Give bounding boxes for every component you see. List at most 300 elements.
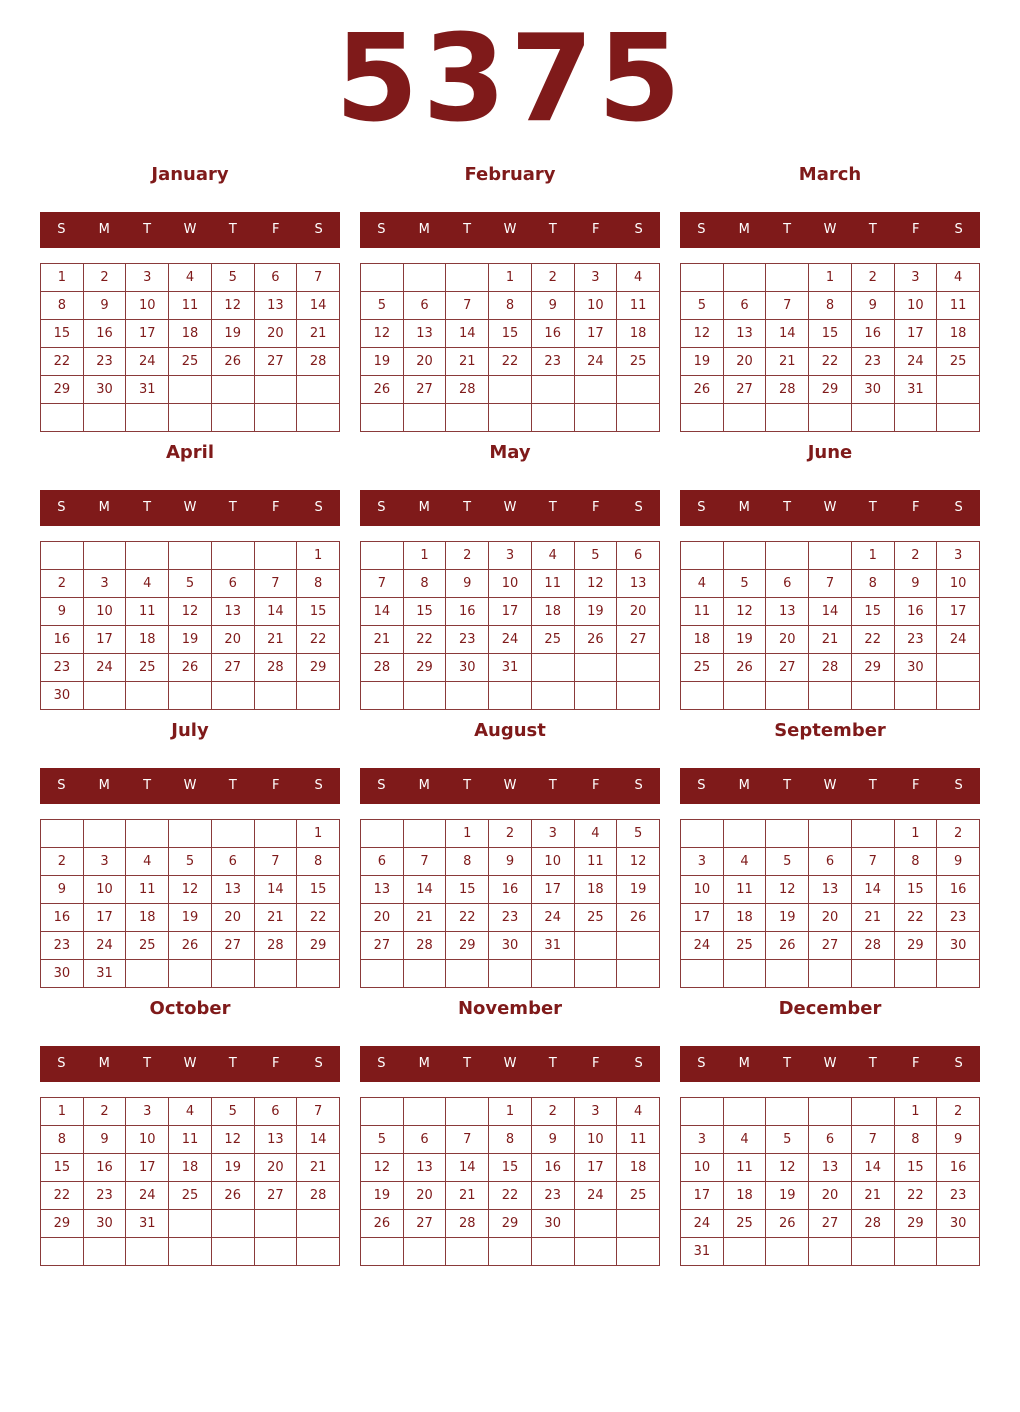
month-name: September xyxy=(774,720,886,741)
empty-day-cell xyxy=(809,820,852,848)
day-cell: 20 xyxy=(212,904,255,932)
day-cell: 10 xyxy=(489,570,532,598)
day-cell: 6 xyxy=(212,848,255,876)
day-cell: 13 xyxy=(404,1154,447,1182)
day-cell: 5 xyxy=(617,820,660,848)
weekday-label: T xyxy=(463,1056,472,1071)
day-cell: 21 xyxy=(255,904,298,932)
weekday-label: M xyxy=(738,500,750,515)
day-cell: 26 xyxy=(766,1210,809,1238)
day-cell: 8 xyxy=(489,1126,532,1154)
empty-day-cell xyxy=(617,376,660,404)
empty-day-cell xyxy=(212,820,255,848)
day-cell: 25 xyxy=(617,348,660,376)
day-cell: 21 xyxy=(809,626,852,654)
day-cell: 28 xyxy=(852,1210,895,1238)
day-cell: 11 xyxy=(681,598,724,626)
day-cell: 7 xyxy=(297,264,340,292)
day-cell: 7 xyxy=(361,570,404,598)
day-cell: 9 xyxy=(937,1126,980,1154)
day-cell: 25 xyxy=(169,348,212,376)
day-cell: 24 xyxy=(895,348,938,376)
empty-day-cell xyxy=(724,960,767,988)
day-cell: 16 xyxy=(489,876,532,904)
empty-day-cell xyxy=(126,820,169,848)
weekday-header xyxy=(680,1046,980,1082)
weekday-label: S xyxy=(954,778,963,793)
day-cell: 20 xyxy=(255,320,298,348)
day-cell: 4 xyxy=(169,264,212,292)
empty-day-cell xyxy=(681,404,724,432)
empty-day-cell xyxy=(617,932,660,960)
day-cell: 5 xyxy=(169,848,212,876)
day-cell: 31 xyxy=(489,654,532,682)
day-cell: 17 xyxy=(681,1182,724,1210)
calendar-year-title: 5375 xyxy=(335,10,685,149)
day-cell: 17 xyxy=(84,904,127,932)
day-cell: 29 xyxy=(41,1210,84,1238)
day-cell: 26 xyxy=(212,348,255,376)
day-cell: 1 xyxy=(446,820,489,848)
empty-day-cell xyxy=(404,1238,447,1266)
empty-day-cell xyxy=(681,542,724,570)
weekday-label: T xyxy=(228,778,237,793)
day-cell: 6 xyxy=(404,292,447,320)
day-cell: 30 xyxy=(937,932,980,960)
day-cell: 16 xyxy=(446,598,489,626)
day-cell: 7 xyxy=(255,570,298,598)
empty-day-cell xyxy=(724,404,767,432)
day-cell: 2 xyxy=(937,1098,980,1126)
day-cell: 19 xyxy=(361,1182,404,1210)
empty-day-cell xyxy=(297,1210,340,1238)
empty-day-cell xyxy=(84,404,127,432)
day-cell: 9 xyxy=(489,848,532,876)
empty-day-cell xyxy=(404,682,447,710)
empty-day-cell xyxy=(41,542,84,570)
empty-day-cell xyxy=(41,1238,84,1266)
day-cell: 15 xyxy=(41,320,84,348)
day-cell: 22 xyxy=(852,626,895,654)
day-cell: 12 xyxy=(169,598,212,626)
weekday-label: S xyxy=(634,778,643,793)
day-cell: 20 xyxy=(809,1182,852,1210)
day-cell: 11 xyxy=(724,1154,767,1182)
day-cell: 17 xyxy=(681,904,724,932)
weekday-label: S xyxy=(314,500,323,515)
weekday-label: S xyxy=(57,1056,66,1071)
empty-day-cell xyxy=(937,960,980,988)
day-cell: 23 xyxy=(489,904,532,932)
day-cell: 27 xyxy=(617,626,660,654)
day-cell: 17 xyxy=(84,626,127,654)
day-cell: 13 xyxy=(212,598,255,626)
day-cell: 30 xyxy=(41,682,84,710)
day-cell: 10 xyxy=(681,1154,724,1182)
day-grid xyxy=(40,263,340,432)
day-cell: 24 xyxy=(84,654,127,682)
day-cell: 21 xyxy=(297,320,340,348)
day-cell: 26 xyxy=(169,654,212,682)
empty-day-cell xyxy=(532,960,575,988)
day-cell: 20 xyxy=(255,1154,298,1182)
day-cell: 16 xyxy=(84,1154,127,1182)
weekday-label: S xyxy=(697,500,706,515)
day-cell: 10 xyxy=(575,1126,618,1154)
day-cell: 7 xyxy=(297,1098,340,1126)
day-cell: 8 xyxy=(404,570,447,598)
empty-day-cell xyxy=(361,404,404,432)
day-cell: 18 xyxy=(169,320,212,348)
day-cell: 1 xyxy=(489,264,532,292)
empty-day-cell xyxy=(255,682,298,710)
day-cell: 27 xyxy=(404,376,447,404)
day-cell: 8 xyxy=(489,292,532,320)
empty-day-cell xyxy=(937,654,980,682)
empty-day-cell xyxy=(575,376,618,404)
day-cell: 15 xyxy=(404,598,447,626)
day-cell: 14 xyxy=(852,1154,895,1182)
weekday-header xyxy=(360,768,660,804)
day-cell: 27 xyxy=(212,932,255,960)
empty-day-cell xyxy=(724,542,767,570)
day-cell: 4 xyxy=(169,1098,212,1126)
empty-day-cell xyxy=(724,264,767,292)
day-cell: 22 xyxy=(297,904,340,932)
day-cell: 10 xyxy=(126,1126,169,1154)
empty-day-cell xyxy=(126,960,169,988)
weekday-label: S xyxy=(634,1056,643,1071)
empty-day-cell xyxy=(84,542,127,570)
empty-day-cell xyxy=(766,264,809,292)
empty-day-cell xyxy=(255,1238,298,1266)
day-cell: 2 xyxy=(532,264,575,292)
day-cell: 27 xyxy=(809,1210,852,1238)
day-cell: 31 xyxy=(126,376,169,404)
weekday-label: T xyxy=(228,222,237,237)
empty-day-cell xyxy=(446,682,489,710)
day-cell: 4 xyxy=(532,542,575,570)
month-name: March xyxy=(798,164,862,185)
empty-day-cell xyxy=(852,682,895,710)
empty-day-cell xyxy=(361,1238,404,1266)
month-name: October xyxy=(149,998,231,1019)
empty-day-cell xyxy=(169,1238,212,1266)
day-cell: 13 xyxy=(255,292,298,320)
day-cell: 9 xyxy=(532,1126,575,1154)
day-cell: 7 xyxy=(446,292,489,320)
empty-day-cell xyxy=(809,960,852,988)
weekday-label: S xyxy=(634,222,643,237)
weekday-label: S xyxy=(377,500,386,515)
day-cell: 25 xyxy=(575,904,618,932)
weekday-header xyxy=(40,1046,340,1082)
weekday-label: T xyxy=(868,778,877,793)
day-cell: 26 xyxy=(212,1182,255,1210)
weekday-label: M xyxy=(418,778,430,793)
day-cell: 29 xyxy=(297,932,340,960)
day-cell: 27 xyxy=(724,376,767,404)
weekday-label: S xyxy=(954,1056,963,1071)
empty-day-cell xyxy=(255,820,298,848)
day-cell: 29 xyxy=(852,654,895,682)
day-cell: 25 xyxy=(724,1210,767,1238)
empty-day-cell xyxy=(446,960,489,988)
day-cell: 15 xyxy=(489,1154,532,1182)
day-cell: 26 xyxy=(169,932,212,960)
day-cell: 28 xyxy=(446,1210,489,1238)
day-cell: 4 xyxy=(724,1126,767,1154)
empty-day-cell xyxy=(895,1238,938,1266)
day-cell: 3 xyxy=(84,848,127,876)
day-cell: 25 xyxy=(169,1182,212,1210)
empty-day-cell xyxy=(361,1098,404,1126)
month-name: November xyxy=(457,998,563,1019)
day-cell: 28 xyxy=(446,376,489,404)
empty-day-cell xyxy=(937,404,980,432)
empty-day-cell xyxy=(617,1238,660,1266)
weekday-label: T xyxy=(868,500,877,515)
day-cell: 9 xyxy=(852,292,895,320)
empty-day-cell xyxy=(809,1238,852,1266)
day-cell: 13 xyxy=(255,1126,298,1154)
empty-day-cell xyxy=(532,1238,575,1266)
day-cell: 14 xyxy=(766,320,809,348)
weekday-label: F xyxy=(911,500,920,515)
empty-day-cell xyxy=(681,264,724,292)
day-cell: 15 xyxy=(895,1154,938,1182)
day-cell: 7 xyxy=(809,570,852,598)
empty-day-cell xyxy=(255,404,298,432)
day-cell: 23 xyxy=(532,1182,575,1210)
month-february xyxy=(360,160,660,432)
day-cell: 15 xyxy=(297,598,340,626)
month-november xyxy=(360,994,660,1266)
weekday-label: S xyxy=(377,1056,386,1071)
day-cell: 3 xyxy=(895,264,938,292)
day-cell: 30 xyxy=(84,1210,127,1238)
empty-day-cell xyxy=(766,542,809,570)
day-cell: 7 xyxy=(446,1126,489,1154)
empty-day-cell xyxy=(852,960,895,988)
day-cell: 13 xyxy=(361,876,404,904)
empty-day-cell xyxy=(297,404,340,432)
day-cell: 3 xyxy=(532,820,575,848)
empty-day-cell xyxy=(766,960,809,988)
day-cell: 29 xyxy=(809,376,852,404)
empty-day-cell xyxy=(169,1210,212,1238)
weekday-label: S xyxy=(314,222,323,237)
day-cell: 10 xyxy=(84,876,127,904)
day-cell: 18 xyxy=(126,626,169,654)
weekday-label: S xyxy=(314,778,323,793)
weekday-label: F xyxy=(591,222,600,237)
empty-day-cell xyxy=(617,654,660,682)
day-cell: 10 xyxy=(895,292,938,320)
day-cell: 26 xyxy=(361,376,404,404)
day-cell: 21 xyxy=(297,1154,340,1182)
empty-day-cell xyxy=(724,682,767,710)
day-cell: 22 xyxy=(895,1182,938,1210)
month-name: December xyxy=(778,998,882,1019)
empty-day-cell xyxy=(41,820,84,848)
day-cell: 12 xyxy=(212,1126,255,1154)
day-cell: 5 xyxy=(212,264,255,292)
day-cell: 19 xyxy=(169,904,212,932)
day-cell: 18 xyxy=(126,904,169,932)
day-cell: 18 xyxy=(617,320,660,348)
weekday-header xyxy=(360,1046,660,1082)
day-cell: 11 xyxy=(724,876,767,904)
day-cell: 19 xyxy=(361,348,404,376)
day-cell: 24 xyxy=(681,1210,724,1238)
month-march xyxy=(680,160,980,432)
day-cell: 4 xyxy=(126,570,169,598)
empty-day-cell xyxy=(809,404,852,432)
day-cell: 11 xyxy=(617,1126,660,1154)
empty-day-cell xyxy=(404,1098,447,1126)
empty-day-cell xyxy=(809,542,852,570)
day-cell: 20 xyxy=(212,626,255,654)
day-cell: 22 xyxy=(41,348,84,376)
weekday-label: W xyxy=(183,1056,197,1071)
day-cell: 14 xyxy=(446,320,489,348)
empty-day-cell xyxy=(297,960,340,988)
day-cell: 20 xyxy=(361,904,404,932)
empty-day-cell xyxy=(361,960,404,988)
weekday-label: M xyxy=(418,500,430,515)
day-cell: 18 xyxy=(681,626,724,654)
empty-day-cell xyxy=(212,1238,255,1266)
weekday-label: S xyxy=(697,1056,706,1071)
day-grid xyxy=(360,263,660,432)
day-cell: 20 xyxy=(724,348,767,376)
weekday-label: M xyxy=(98,222,110,237)
day-cell: 19 xyxy=(724,626,767,654)
weekday-label: T xyxy=(548,1056,557,1071)
day-cell: 2 xyxy=(852,264,895,292)
day-cell: 1 xyxy=(404,542,447,570)
day-cell: 21 xyxy=(255,626,298,654)
empty-day-cell xyxy=(404,820,447,848)
weekday-label: M xyxy=(738,222,750,237)
weekday-label: W xyxy=(503,500,517,515)
empty-day-cell xyxy=(169,542,212,570)
day-cell: 15 xyxy=(895,876,938,904)
day-cell: 30 xyxy=(532,1210,575,1238)
weekday-label: S xyxy=(697,222,706,237)
empty-day-cell xyxy=(766,404,809,432)
day-cell: 31 xyxy=(84,960,127,988)
day-cell: 21 xyxy=(852,904,895,932)
day-cell: 17 xyxy=(895,320,938,348)
day-cell: 29 xyxy=(446,932,489,960)
day-cell: 9 xyxy=(446,570,489,598)
day-grid xyxy=(360,819,660,988)
day-cell: 28 xyxy=(255,932,298,960)
empty-day-cell xyxy=(297,376,340,404)
month-july xyxy=(40,716,340,988)
day-cell: 23 xyxy=(852,348,895,376)
day-cell: 6 xyxy=(404,1126,447,1154)
weekday-label: T xyxy=(228,1056,237,1071)
day-cell: 21 xyxy=(766,348,809,376)
weekday-label: M xyxy=(98,1056,110,1071)
empty-day-cell xyxy=(297,1238,340,1266)
empty-day-cell xyxy=(169,682,212,710)
month-april xyxy=(40,438,340,710)
empty-day-cell xyxy=(126,542,169,570)
day-cell: 9 xyxy=(41,876,84,904)
day-cell: 10 xyxy=(84,598,127,626)
day-cell: 3 xyxy=(681,1126,724,1154)
day-cell: 28 xyxy=(404,932,447,960)
day-cell: 8 xyxy=(809,292,852,320)
weekday-label: M xyxy=(738,1056,750,1071)
month-may xyxy=(360,438,660,710)
day-cell: 8 xyxy=(41,1126,84,1154)
day-cell: 3 xyxy=(126,264,169,292)
day-cell: 23 xyxy=(41,654,84,682)
empty-day-cell xyxy=(937,682,980,710)
day-cell: 28 xyxy=(809,654,852,682)
day-cell: 6 xyxy=(255,1098,298,1126)
weekday-label: W xyxy=(503,222,517,237)
day-cell: 2 xyxy=(84,1098,127,1126)
empty-day-cell xyxy=(895,682,938,710)
day-cell: 16 xyxy=(84,320,127,348)
day-cell: 20 xyxy=(766,626,809,654)
day-cell: 1 xyxy=(895,820,938,848)
day-cell: 19 xyxy=(169,626,212,654)
empty-day-cell xyxy=(404,960,447,988)
day-cell: 15 xyxy=(852,598,895,626)
day-cell: 6 xyxy=(361,848,404,876)
day-grid xyxy=(680,541,980,710)
day-cell: 24 xyxy=(681,932,724,960)
day-cell: 9 xyxy=(84,292,127,320)
day-cell: 12 xyxy=(617,848,660,876)
day-cell: 20 xyxy=(404,348,447,376)
weekday-label: F xyxy=(271,778,280,793)
day-cell: 1 xyxy=(809,264,852,292)
day-cell: 31 xyxy=(895,376,938,404)
day-cell: 4 xyxy=(681,570,724,598)
day-cell: 13 xyxy=(809,876,852,904)
day-cell: 14 xyxy=(255,598,298,626)
day-cell: 29 xyxy=(404,654,447,682)
day-cell: 26 xyxy=(766,932,809,960)
empty-day-cell xyxy=(446,1238,489,1266)
day-cell: 25 xyxy=(126,932,169,960)
day-cell: 8 xyxy=(895,1126,938,1154)
empty-day-cell xyxy=(255,1210,298,1238)
day-cell: 17 xyxy=(489,598,532,626)
day-cell: 16 xyxy=(937,876,980,904)
day-cell: 9 xyxy=(41,598,84,626)
empty-day-cell xyxy=(617,404,660,432)
day-cell: 7 xyxy=(766,292,809,320)
day-cell: 29 xyxy=(41,376,84,404)
day-cell: 1 xyxy=(895,1098,938,1126)
weekday-label: F xyxy=(591,778,600,793)
day-cell: 19 xyxy=(212,320,255,348)
day-cell: 27 xyxy=(361,932,404,960)
day-cell: 13 xyxy=(809,1154,852,1182)
day-cell: 11 xyxy=(617,292,660,320)
day-cell: 10 xyxy=(126,292,169,320)
empty-day-cell xyxy=(766,820,809,848)
